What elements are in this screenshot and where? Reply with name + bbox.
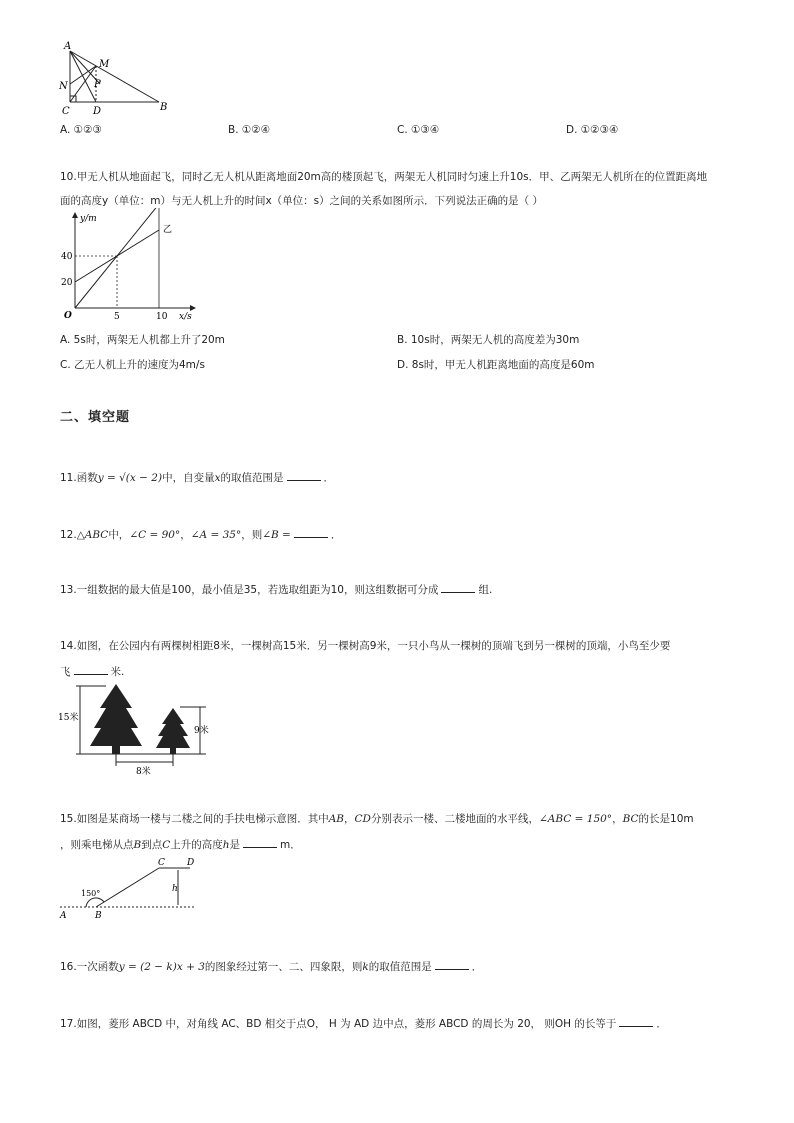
q10-stem-line2: 面的高度y（单位：m）与无人机上升的时间x（单位：s）之间的关系如图所示．下列说法正确的是（ ） <box>60 195 543 207</box>
q10-y-tick-label: 20 <box>61 278 73 288</box>
q14-answer-blank[interactable] <box>74 664 108 675</box>
q15-l2c: 上升的高度 <box>170 839 223 851</box>
q14-stem-line2 <box>60 664 124 679</box>
q10-option-c[interactable]: C. 乙无人机上升的速度为4m/s <box>60 359 205 371</box>
q9-label-b: B <box>160 102 168 113</box>
q9-label-d: D <box>93 106 102 117</box>
q16-mid: 的图象经过第一、二、四象限，则 <box>204 961 363 973</box>
q10-y-tick-label: 40 <box>61 252 73 262</box>
q9-label-m: M <box>99 59 110 70</box>
q13-text: 13.一组数据的最大值是100，最小值是35，若选取组距为10，则这组数据可分成 <box>60 584 439 596</box>
q15-unit: m． <box>280 839 301 851</box>
q10-series-label-2: 乙 <box>163 225 173 235</box>
q12-ask: ∠B = <box>262 529 291 541</box>
q15-cd: CD <box>354 813 371 825</box>
q14-stem-line1: 14.如图，在公园内有两棵树相距8米，一棵树高15米．另一棵树高9米，一只小鸟从一棵树的顶端飞到另一棵树的顶端，小鸟至少要 <box>60 640 671 652</box>
q15-ab: AB <box>328 813 345 825</box>
section-heading-fill-blank: 二、填空题 <box>60 410 131 425</box>
q15-answer-blank[interactable] <box>243 837 277 848</box>
q11-post: 的取值范围是 <box>220 472 284 484</box>
q10-series-label-1 <box>163 208 172 209</box>
q17-text: 17.如图，菱形 ABCD 中，对角线 AC、BD 相交于点O， H 为 AD 边中点，菱形 ABCD 的周长为 20， 则OH 的长等于 <box>60 1018 617 1030</box>
q11-var: x <box>214 472 221 484</box>
q16-answer-blank[interactable] <box>435 959 469 970</box>
q9-option-b[interactable]: B. ①②④ <box>228 124 271 136</box>
q9-label-c: C <box>62 106 70 117</box>
q16-var: k <box>362 961 369 973</box>
q10-line-chart <box>55 208 205 323</box>
q16-end: ． <box>471 961 483 973</box>
q10-option-b[interactable]: B. 10s时，两架无人机的高度差为30m <box>397 334 580 346</box>
q15-l1c: ， <box>612 813 623 825</box>
q10-stem-line1: 10.甲无人机从地面起飞，同时乙无人机从距离地面20m高的楼顶起飞，两架无人机同时匀速上升10s．甲、乙两架无人机所在的位置距离地 <box>60 171 708 183</box>
q16-post: 的取值范围是 <box>368 961 432 973</box>
q15-bc: BC <box>622 813 639 825</box>
q15-l2b: 到点 <box>141 839 163 851</box>
q15-b: B <box>133 839 142 851</box>
q9-option-d[interactable]: D. ①②③④ <box>566 124 619 136</box>
q15-stem-line1 <box>60 812 694 826</box>
q10-xlabel: x/s <box>179 312 192 322</box>
q11-stem <box>60 470 334 485</box>
q17-stem <box>60 1016 667 1031</box>
q15-stem-line2 <box>60 837 301 852</box>
q12-sep: ， <box>180 529 191 541</box>
q13-answer-blank[interactable] <box>441 582 475 593</box>
q16-stem <box>60 959 482 974</box>
q15-l1b: 分别表示一楼、二楼地面的水平线， <box>370 813 539 825</box>
q17-end: ． <box>656 1018 667 1030</box>
q15-c: C <box>162 839 171 851</box>
q10-x-tick-label: 5 <box>114 312 120 322</box>
q9-label-p: P <box>94 79 101 90</box>
q15-label-angle: 150° <box>81 889 101 898</box>
q15-l2a: ，则乘电梯从点 <box>60 839 134 851</box>
q12-mid: 中， <box>108 529 130 541</box>
q15-l2d: 是 <box>229 839 241 851</box>
q14-end: 米. <box>110 666 125 678</box>
tree-icon <box>90 684 142 754</box>
q15-label-h: h <box>172 884 178 894</box>
q15-escalator-figure <box>56 854 206 920</box>
q14-height-label-9: 9米 <box>194 726 209 736</box>
q15-label-b: B <box>95 911 102 920</box>
tree-icon <box>156 708 190 754</box>
q15-h: h <box>222 839 230 851</box>
q15-label-a: A <box>60 911 67 920</box>
q12-expr: △ABC <box>76 529 109 541</box>
q11-end: ． <box>323 472 334 484</box>
q14-fly: 飞 <box>60 666 71 678</box>
q16-expr: y = (2 − k)x + 3 <box>118 961 205 973</box>
q15-sep: ， <box>344 813 355 825</box>
q12-pre: 12. <box>60 529 77 541</box>
q15-l1d: 的长是10m <box>638 813 694 825</box>
q11-mid: 中，自变量 <box>162 472 215 484</box>
q17-answer-blank[interactable] <box>619 1016 653 1027</box>
q12-end: ． <box>330 529 342 541</box>
q15-label-c: C <box>158 858 165 868</box>
q13-end: 组. <box>478 584 493 596</box>
q15-angle: ∠ABC = 150° <box>538 813 613 825</box>
q10-x-tick-label: 10 <box>156 312 168 322</box>
q11-pre: 11.函数 <box>60 472 98 484</box>
q10-option-d[interactable]: D. 8s时，甲无人机距离地面的高度是60m <box>397 359 595 371</box>
q14-height-label-15: 15米 <box>58 713 79 723</box>
q9-label-n: N <box>59 81 68 92</box>
q9-label-a: A <box>64 41 72 52</box>
q12-answer-blank[interactable] <box>294 527 328 538</box>
q11-answer-blank[interactable] <box>287 470 321 481</box>
q13-stem <box>60 582 492 597</box>
q12-then: ，则 <box>241 529 263 541</box>
q12-cond-a: ∠A = 35° <box>190 529 242 541</box>
q16-pre: 16.一次函数 <box>60 961 119 973</box>
q12-cond-c: ∠C = 90° <box>129 529 181 541</box>
q9-triangle-figure <box>52 36 182 118</box>
q10-ylabel: y/m <box>80 214 97 224</box>
q14-distance-label: 8米 <box>136 767 151 777</box>
q9-option-a[interactable]: A. ①②③ <box>60 124 102 136</box>
q12-stem <box>60 527 341 542</box>
q14-trees-figure <box>56 678 216 778</box>
q11-expr: y = √(x − 2) <box>97 472 163 484</box>
q9-option-c[interactable]: C. ①③④ <box>397 124 440 136</box>
q10-origin-label: O <box>64 311 72 321</box>
q15-label-d: D <box>187 858 195 868</box>
q15-l1a: 15.如图是某商场一楼与二楼之间的手扶电梯示意图．其中 <box>60 813 329 825</box>
q10-option-a[interactable]: A. 5s时，两架无人机都上升了20m <box>60 334 225 346</box>
